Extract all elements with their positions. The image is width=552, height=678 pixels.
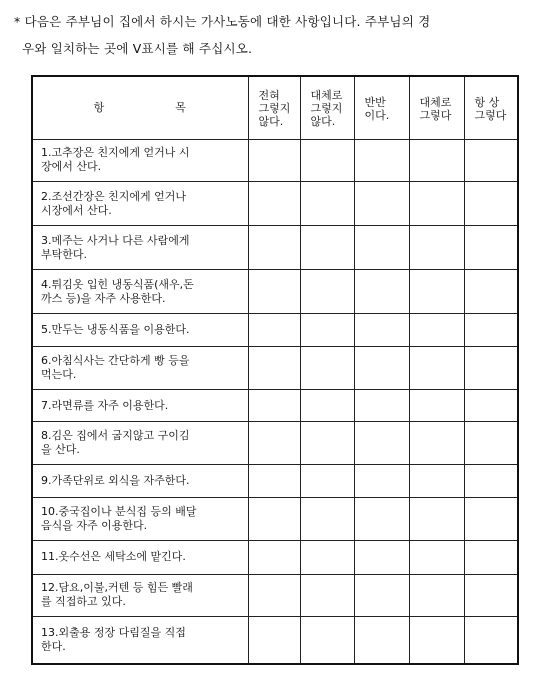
answer-cell[interactable] (464, 182, 518, 226)
answer-cell[interactable] (464, 346, 518, 389)
answer-cell[interactable] (464, 139, 518, 182)
item-text: 1.고추장은 친지에게 얻거나 시 장에서 산다. (32, 139, 248, 182)
item-text: 8.김은 집에서 굽지않고 구이김 을 산다. (32, 422, 248, 465)
answer-cell[interactable] (354, 465, 409, 498)
answer-cell[interactable] (248, 540, 300, 574)
answer-cell[interactable] (300, 617, 354, 664)
answer-cell[interactable] (248, 139, 300, 182)
instructions (14, 8, 542, 62)
answer-cell[interactable] (409, 226, 464, 270)
answer-cell[interactable] (248, 314, 300, 347)
item-text: 6.아침식사는 간단하게 빵 등을 먹는다. (32, 346, 248, 389)
answer-cell[interactable] (354, 574, 409, 617)
answer-cell[interactable] (354, 617, 409, 664)
answer-cell[interactable] (464, 226, 518, 270)
answer-cell[interactable] (409, 139, 464, 182)
answer-cell[interactable] (409, 465, 464, 498)
answer-cell[interactable] (464, 540, 518, 574)
answer-cell[interactable] (248, 574, 300, 617)
answer-cell[interactable] (464, 574, 518, 617)
answer-cell[interactable] (300, 389, 354, 422)
item-text: 10.중국집이나 분식집 등의 배달 음식을 자주 이용한다. (32, 497, 248, 540)
answer-cell[interactable] (409, 182, 464, 226)
answer-cell[interactable] (354, 182, 409, 226)
answer-cell[interactable] (354, 139, 409, 182)
answer-cell[interactable] (354, 226, 409, 270)
answer-cell[interactable] (464, 314, 518, 347)
answer-cell[interactable] (464, 270, 518, 314)
answer-cell[interactable] (464, 422, 518, 465)
answer-cell[interactable] (248, 182, 300, 226)
item-text: 13.외출용 정장 다림질을 직접 한다. (32, 617, 248, 664)
answer-cell[interactable] (248, 422, 300, 465)
col-half: 반반 이다. (354, 76, 409, 139)
answer-cell[interactable] (464, 465, 518, 498)
answer-cell[interactable] (354, 422, 409, 465)
answer-cell[interactable] (409, 314, 464, 347)
answer-cell[interactable] (409, 346, 464, 389)
col-always: 항 상 그렇다 (464, 76, 518, 139)
survey-table (31, 75, 519, 665)
answer-cell[interactable] (300, 139, 354, 182)
answer-cell[interactable] (409, 270, 464, 314)
answer-cell[interactable] (300, 574, 354, 617)
table-row (32, 540, 518, 574)
answer-cell[interactable] (354, 497, 409, 540)
answer-cell[interactable] (354, 346, 409, 389)
answer-cell[interactable] (248, 346, 300, 389)
item-column-header: 항 목 (32, 76, 248, 139)
answer-cell[interactable] (464, 389, 518, 422)
answer-cell[interactable] (409, 540, 464, 574)
table-row (32, 422, 518, 465)
answer-cell[interactable] (409, 497, 464, 540)
item-text: 11.옷수선은 세탁소에 맡긴다. (32, 540, 248, 574)
answer-cell[interactable] (464, 497, 518, 540)
table-row (32, 389, 518, 422)
answer-cell[interactable] (300, 270, 354, 314)
answer-cell[interactable] (464, 617, 518, 664)
table-row (32, 182, 518, 226)
answer-cell[interactable] (300, 226, 354, 270)
answer-cell[interactable] (300, 182, 354, 226)
header-row (32, 76, 518, 139)
table-row (32, 465, 518, 498)
answer-cell[interactable] (409, 574, 464, 617)
item-text: 7.라면류를 자주 이용한다. (32, 389, 248, 422)
col-mostly: 대체로 그렇다 (409, 76, 464, 139)
answer-cell[interactable] (248, 465, 300, 498)
answer-cell[interactable] (300, 465, 354, 498)
answer-cell[interactable] (354, 389, 409, 422)
answer-cell[interactable] (248, 389, 300, 422)
answer-cell[interactable] (409, 422, 464, 465)
table-row (32, 574, 518, 617)
answer-cell[interactable] (354, 314, 409, 347)
answer-cell[interactable] (409, 617, 464, 664)
item-text: 3.메주는 사거나 다른 사람에게 부탁한다. (32, 226, 248, 270)
table-row (32, 314, 518, 347)
col-never: 전혀 그렇지 않다. (248, 76, 300, 139)
table-row (32, 270, 518, 314)
answer-cell[interactable] (300, 346, 354, 389)
item-text: 12.담요,이불,커텐 등 힘든 빨래 를 직접하고 있다. (32, 574, 248, 617)
answer-cell[interactable] (248, 617, 300, 664)
table-row (32, 226, 518, 270)
item-text: 9.가족단위로 외식을 자주한다. (32, 465, 248, 498)
item-text: 4.튀김옷 입힌 냉동식품(새우,돈 까스 등)을 자주 사용한다. (32, 270, 248, 314)
table-row (32, 346, 518, 389)
answer-cell[interactable] (248, 270, 300, 314)
item-text: 5.만두는 냉동식품을 이용한다. (32, 314, 248, 347)
answer-cell[interactable] (354, 270, 409, 314)
table-row (32, 139, 518, 182)
instruction-line-1: * 다음은 주부님이 집에서 하시는 가사노동에 대한 사항입니다. 주부님의 경 (14, 14, 431, 29)
answer-cell[interactable] (300, 314, 354, 347)
table-row (32, 617, 518, 664)
answer-cell[interactable] (409, 389, 464, 422)
answer-cell[interactable] (300, 422, 354, 465)
answer-cell[interactable] (300, 540, 354, 574)
answer-cell[interactable] (248, 497, 300, 540)
instruction-line-2: 우와 일치하는 곳에 V표시를 해 주십시오. (22, 41, 253, 56)
answer-cell[interactable] (300, 497, 354, 540)
col-mostly-not: 대체로 그렇지 않다. (300, 76, 354, 139)
answer-cell[interactable] (248, 226, 300, 270)
item-text: 2.조선간장은 친지에게 얻거나 시장에서 산다. (32, 182, 248, 226)
answer-cell[interactable] (354, 540, 409, 574)
table-row (32, 497, 518, 540)
